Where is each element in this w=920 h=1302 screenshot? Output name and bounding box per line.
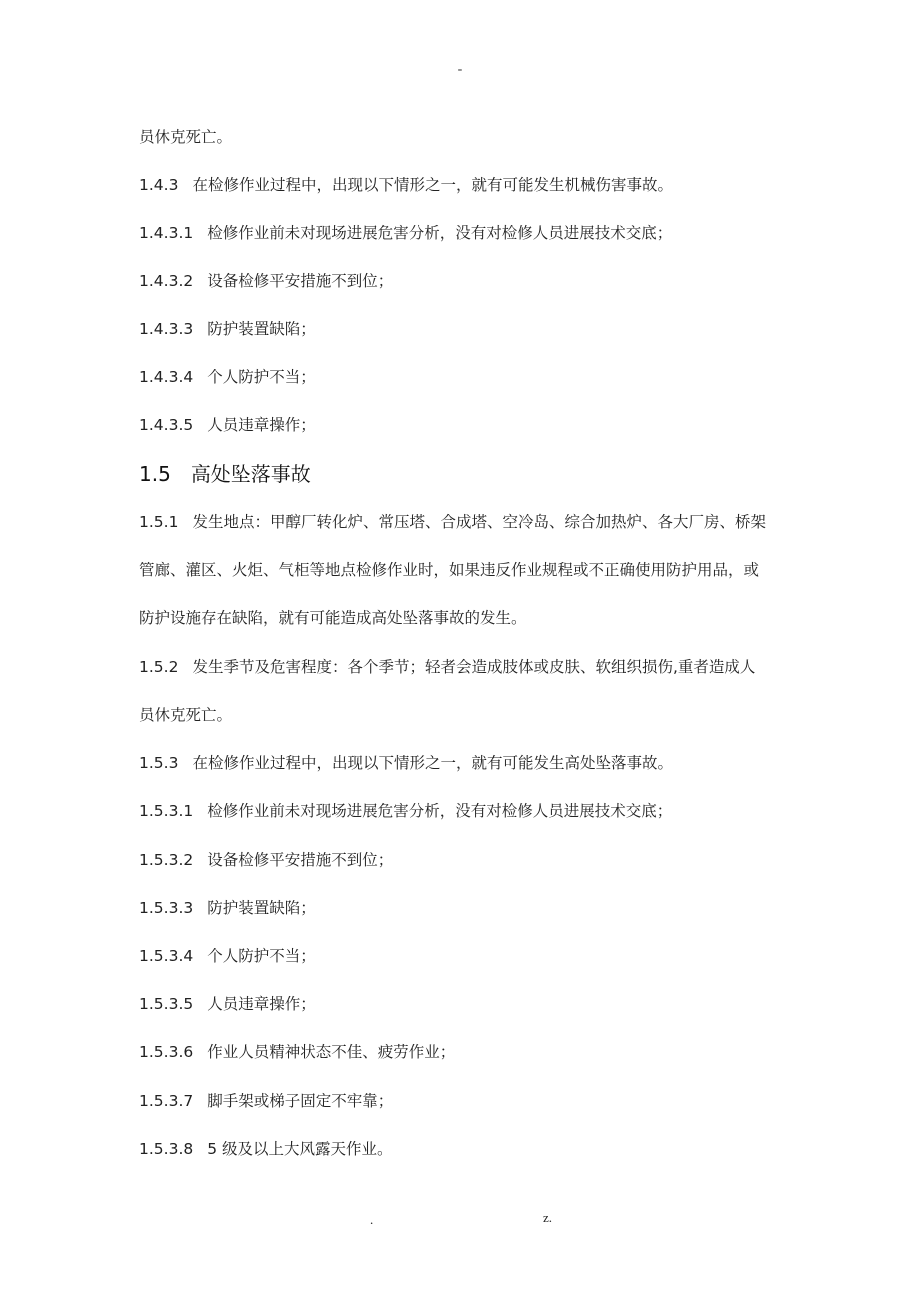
section-number: 1.5.3.2 xyxy=(139,851,194,869)
section-number: 1.4.3.1 xyxy=(139,224,194,242)
section-number: 1.4.3.4 xyxy=(139,368,194,386)
section-heading xyxy=(139,460,311,488)
line-text: 在检修作业过程中，出现以下情形之一，就有可能发生机械伤害事故。 xyxy=(192,176,673,194)
list-item xyxy=(139,318,316,340)
paragraph-line xyxy=(139,607,527,629)
line-text: 设备检修平安措施不到位； xyxy=(207,272,394,290)
list-item xyxy=(139,366,316,388)
paragraph-line xyxy=(139,174,673,196)
section-number: 1.5.3.8 xyxy=(139,1140,194,1158)
line-text: 在检修作业过程中，出现以下情形之一，就有可能发生高处坠落事故。 xyxy=(192,754,673,772)
line-text: 防护设施存在缺陷，就有可能造成高处坠落事故的发生。 xyxy=(139,609,527,627)
section-number: 1.5.3 xyxy=(139,754,179,772)
line-text: 管廊、灌区、火炬、气柜等地点检修作业时，如果违反作业规程或不正确使用防护用品，或 xyxy=(139,561,760,579)
section-number: 1.5.3.5 xyxy=(139,995,194,1013)
list-item xyxy=(139,1138,393,1160)
line-text: 检修作业前未对现场进展危害分析，没有对检修人员进展技术交底； xyxy=(207,802,673,820)
section-number: 1.4.3.2 xyxy=(139,272,194,290)
section-number: 1.5.3.1 xyxy=(139,802,194,820)
page-header-mark: - xyxy=(457,62,463,77)
page-footer-left: . xyxy=(370,1212,374,1227)
paragraph-line xyxy=(139,511,766,533)
section-number: 1.4.3.5 xyxy=(139,416,194,434)
list-item xyxy=(139,270,393,292)
section-number: 1.5.3.6 xyxy=(139,1043,194,1061)
paragraph-line xyxy=(139,752,673,774)
list-item xyxy=(139,1041,455,1063)
line-text: 员休克死亡。 xyxy=(139,128,233,146)
section-number: 1.5.2 xyxy=(139,658,179,676)
line-text: 发生地点：甲醇厂转化炉、常压塔、合成塔、空冷岛、综合加热炉、各大厂房、桥架 xyxy=(192,513,766,531)
section-number: 1.5.3.4 xyxy=(139,947,194,965)
heading-number: 1.5 xyxy=(139,462,171,486)
list-item xyxy=(139,222,672,244)
list-item xyxy=(139,414,316,436)
line-text: 个人防护不当； xyxy=(207,947,316,965)
page-footer-right: z. xyxy=(543,1210,553,1225)
section-number: 1.5.3.7 xyxy=(139,1092,194,1110)
line-text: 个人防护不当； xyxy=(207,368,316,386)
line-text: 员休克死亡。 xyxy=(139,706,233,724)
paragraph-line xyxy=(139,126,232,148)
list-item xyxy=(139,993,316,1015)
section-number: 1.5.1 xyxy=(139,513,179,531)
line-text: 人员违章操作； xyxy=(207,995,316,1013)
section-number: 1.5.3.3 xyxy=(139,899,194,917)
heading-text: 高处坠落事故 xyxy=(190,462,311,486)
paragraph-line xyxy=(139,704,232,726)
line-text: 防护装置缺陷； xyxy=(207,899,316,917)
line-text: 人员违章操作； xyxy=(207,416,316,434)
line-text: 作业人员精神状态不佳、疲劳作业； xyxy=(207,1043,456,1061)
line-text: 脚手架或梯子固定不牢靠； xyxy=(207,1092,394,1110)
line-text: 检修作业前未对现场进展危害分析，没有对检修人员进展技术交底； xyxy=(207,224,673,242)
section-number: 1.4.3.3 xyxy=(139,320,194,338)
list-item xyxy=(139,800,672,822)
line-text: 5 级及以上大风露天作业。 xyxy=(207,1140,393,1158)
list-item xyxy=(139,849,393,871)
section-number: 1.4.3 xyxy=(139,176,179,194)
line-text: 发生季节及危害程度：各个季节；轻者会造成肢体或皮肤、软组织损伤,重者造成人 xyxy=(192,658,756,676)
paragraph-line xyxy=(139,559,759,581)
list-item xyxy=(139,897,316,919)
list-item xyxy=(139,1090,393,1112)
line-text: 设备检修平安措施不到位； xyxy=(207,851,394,869)
paragraph-line xyxy=(139,656,755,678)
list-item xyxy=(139,945,316,967)
line-text: 防护装置缺陷； xyxy=(207,320,316,338)
